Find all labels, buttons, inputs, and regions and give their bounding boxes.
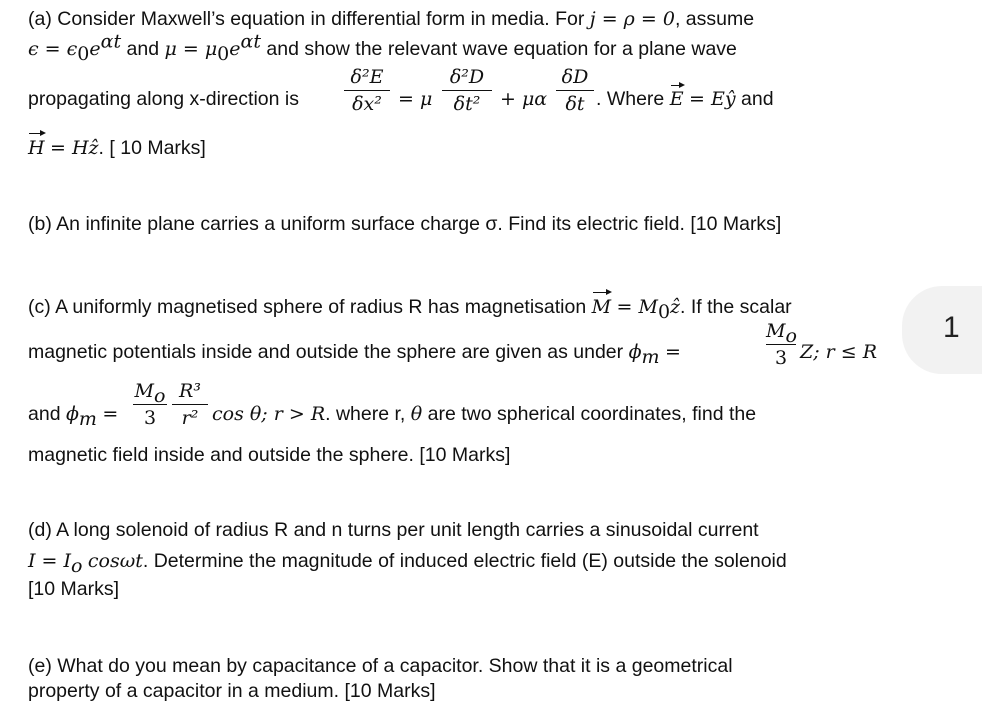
question-c-line-1 [28, 295, 792, 323]
vector-e: E [669, 88, 684, 110]
question-a-propagating-text: propagating along x-direction is [28, 88, 300, 110]
question-b: (b) An infinite plane carries a uniform surface charge σ. Find its electric field. [10 Marks] [28, 213, 782, 235]
fraction-r3-r2 [172, 380, 208, 429]
question-c-line-3-start [28, 403, 119, 430]
fraction-dd-dt [556, 66, 594, 115]
text-and: and [121, 38, 165, 60]
question-c-intro: (c) A uniformly magnetised sphere of radius R has magnetisation [28, 296, 587, 318]
question-a-show-text: and show the relevant wave equation for a plane wave [260, 38, 737, 60]
question-c-potentials-text: magnetic potentials inside and outside the sphere are given as under [28, 341, 624, 363]
math-mu-sub: 0 [217, 42, 230, 65]
vector-h: H [28, 137, 45, 159]
unit-vector-y: ŷ [724, 88, 736, 110]
math-mu: μ = μ [164, 38, 218, 60]
question-c-line-3-end [212, 403, 756, 426]
fraction-numerator: M [134, 380, 154, 402]
unit-vector-z: ẑ [88, 137, 99, 159]
math-exp-base-2: e [229, 38, 241, 60]
fraction-numerator: δD [561, 66, 589, 88]
math-phi-sub-2: m [78, 407, 97, 430]
math-equals-mu: = μ [398, 88, 433, 110]
text-where-r: . where r, [325, 403, 406, 425]
question-a-line-1 [28, 7, 754, 31]
fraction-denominator: 3 [774, 347, 788, 369]
fraction-d2d-dt2 [442, 66, 492, 115]
math-phi: ϕ [628, 341, 642, 363]
math-cos-theta: cos θ; r > R [212, 403, 326, 425]
math-epsilon-sub: 0 [77, 42, 90, 65]
question-a-marks: . [ 10 Marks] [98, 137, 206, 159]
fraction-denominator: 3 [143, 407, 157, 429]
math-equals-m: = M [616, 296, 658, 318]
math-equals-2: = [102, 403, 119, 425]
math-z-r-le-r: Z; r ≤ R [800, 341, 878, 363]
text-where: . Where [596, 88, 665, 110]
fraction-numerator-sub: o [785, 324, 797, 347]
question-e-line-2: property of a capacitor in a medium. [10 Marks] [28, 680, 436, 702]
fraction-numerator-sub: o [154, 384, 166, 407]
math-equals-h: = H [50, 137, 89, 159]
fraction-bar [442, 90, 492, 91]
fraction-bar [172, 404, 208, 405]
math-phi-sub: m [641, 345, 660, 368]
fraction-denominator: δx² [352, 93, 382, 115]
question-c-find-text: are two spherical coordinates, find the [427, 403, 757, 425]
math-epsilon: ϵ = ϵ [28, 38, 78, 60]
question-a-line-4 [28, 136, 206, 160]
fraction-mo-3-b [133, 380, 167, 429]
math-theta: θ [410, 403, 423, 425]
question-e-line-1: (e) What do you mean by capacitance of a capacitor. Show that it is a geometrical [28, 655, 733, 677]
text-and-2: and [741, 88, 774, 110]
question-d-line-1: (d) A long solenoid of radius R and n turns per unit length carries a sinusoidal current [28, 519, 759, 541]
math-equals: = [664, 341, 681, 363]
math-j-rho-zero: j = ρ = 0 [589, 8, 675, 30]
math-phi-2: ϕ [65, 403, 79, 425]
fraction-denominator: r² [181, 407, 199, 429]
fraction-bar [344, 90, 390, 91]
fraction-mo-3 [766, 320, 796, 369]
text-and-3: and [28, 403, 61, 425]
side-page-tab[interactable] [902, 286, 982, 374]
where-e-vector-text [596, 88, 774, 111]
side-page-tab-label: 1 [943, 311, 960, 344]
question-a-intro: (a) Consider Maxwell’s equation in differential form in media. For [28, 8, 585, 30]
fraction-numerator: δ²D [449, 66, 485, 88]
math-exp-base: e [89, 38, 101, 60]
math-exponent-2: αt [240, 30, 261, 53]
math-equals-e: = E [689, 88, 725, 110]
question-c-scalar-text: . If the scalar [680, 296, 792, 318]
math-exponent: αt [100, 30, 122, 53]
question-d-marks: [10 Marks] [28, 578, 120, 600]
fraction-d2e-dx2 [344, 66, 390, 115]
math-plus-mu-alpha: + μα [500, 88, 548, 110]
question-c-line-2 [28, 341, 681, 368]
vector-m: M [591, 296, 612, 318]
question-c-line-4: magnetic field inside and outside the sphere. [10 Marks] [28, 444, 511, 466]
math-cos-omega-t: cosωt [87, 550, 143, 572]
fraction-numerator: δ²E [350, 66, 384, 88]
question-d-determine-text: . Determine the magnitude of induced electric field (E) outside the solenoid [142, 550, 787, 572]
question-d-line-2 [28, 549, 787, 577]
fraction-numerator: R³ [179, 380, 201, 402]
math-m-sub: 0 [657, 300, 671, 323]
unit-vector-z-2: ẑ [670, 296, 681, 318]
fraction-numerator: M [766, 320, 786, 342]
math-i-sub: o [71, 554, 83, 577]
question-a-assume: , assume [674, 8, 755, 30]
fraction-bar [556, 90, 594, 91]
math-i-equals: I = I [28, 550, 72, 572]
fraction-denominator: δt [565, 93, 585, 115]
fraction-denominator: δt² [453, 93, 481, 115]
question-a-line-2 [28, 30, 737, 65]
